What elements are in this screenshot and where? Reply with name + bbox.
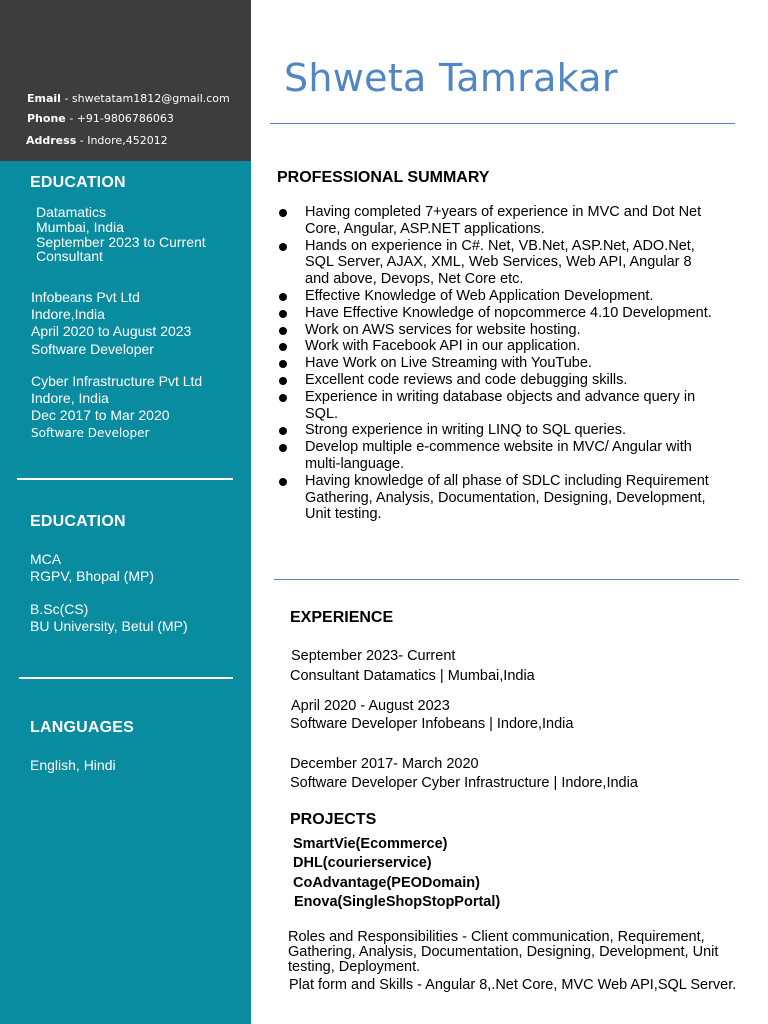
summary-item: Work with Facebook API in our application. xyxy=(278,338,718,355)
experience-title: Software Developer Infobeans | Indore,India xyxy=(290,716,574,732)
summary-item: Effective Knowledge of Web Application Development. xyxy=(278,288,718,305)
sidebar-divider xyxy=(17,478,233,480)
summary-item: Have Effective Knowledge of nopcommerce 4.10 Development. xyxy=(278,305,718,322)
degree-name: MCA xyxy=(30,551,62,567)
degree-name: B.Sc(CS) xyxy=(30,601,89,617)
summary-divider xyxy=(274,579,739,580)
project-item: DHL(courierservice) xyxy=(293,855,432,871)
summary-item: Hands on experience in C#. Net, VB.Net, ASP.Net, ADO.Net, SQL Server, AJAX, XML, Web Services, Web API, Angular 8 and above, Devops, Net Core etc. xyxy=(278,238,718,288)
address-value: Indore,452012 xyxy=(87,134,168,147)
summary-item: Having completed 7+years of experience in MVC and Dot Net Core, Angular, ASP.NET applications. xyxy=(278,204,718,238)
summary-item: Work on AWS services for website hosting. xyxy=(278,322,718,339)
experience-dates: April 2020 - August 2023 xyxy=(291,698,450,714)
experience-dates: December 2017- March 2020 xyxy=(290,756,479,772)
roles-responsibilities: Roles and Responsibilities - Client communication, Requirement, Gathering, Analysis, Documentation, Designing, Development, Unit testing, Deployment. xyxy=(288,929,719,975)
contact-email: Email - shwetatam1812@gmail.com xyxy=(27,92,230,105)
contact-address: Address - Indore,452012 xyxy=(26,134,168,147)
degree-school: RGPV, Bhopal (MP) xyxy=(30,568,154,584)
job-location: Indore, India xyxy=(31,390,109,406)
job-dates: April 2020 to August 2023 xyxy=(31,323,192,339)
platform-skills: Plat form and Skills - Angular 8,.Net Core, MVC Web API,SQL Server. xyxy=(289,977,737,993)
candidate-name: Shweta Tamrakar xyxy=(284,56,618,100)
email-value: shwetatam1812@gmail.com xyxy=(71,92,230,105)
experience-title: Software Developer Cyber Infrastructure | Indore,India xyxy=(290,775,638,791)
project-item: CoAdvantage(PEODomain) xyxy=(293,875,480,891)
languages-list: English, Hindi xyxy=(30,757,116,773)
email-label: Email xyxy=(27,92,61,105)
summary-list xyxy=(278,204,718,523)
summary-item: Experience in writing database objects and advance query in SQL. xyxy=(278,389,718,423)
job-role: Software Developer xyxy=(31,426,150,440)
job-company: Datamatics xyxy=(36,204,107,220)
job-dates: Dec 2017 to Mar 2020 xyxy=(31,407,170,423)
phone-label: Phone xyxy=(27,112,66,125)
summary-item: Develop multiple e-commence website in MVC/ Angular with multi-language. xyxy=(278,439,718,473)
job-dates: September 2023 to Current xyxy=(36,234,206,250)
experience-dates: September 2023- Current xyxy=(291,648,456,664)
job-role: Consultant xyxy=(36,248,103,264)
summary-item: Excellent code reviews and code debugging skills. xyxy=(278,372,718,389)
summary-item: Strong experience in writing LINQ to SQL queries. xyxy=(278,422,718,439)
project-item: Enova(SingleShopStopPortal) xyxy=(294,894,501,910)
summary-heading: PROFESSIONAL SUMMARY xyxy=(277,169,490,186)
phone-value: +91-9806786063 xyxy=(76,112,174,125)
job-role: Software Developer xyxy=(31,341,154,357)
summary-item: Having knowledge of all phase of SDLC including Requirement Gathering, Analysis, Documentation, Designing, Development, Unit testing. xyxy=(278,473,718,523)
education-heading: EDUCATION xyxy=(30,513,126,530)
job-company: Cyber Infrastructure Pvt Ltd xyxy=(31,373,203,389)
experience-heading: EXPERIENCE xyxy=(290,609,394,626)
project-item: SmartVie(Ecommerce) xyxy=(293,836,448,852)
work-history-heading: EDUCATION xyxy=(30,174,126,191)
sidebar-divider xyxy=(19,677,233,679)
job-company: Infobeans Pvt Ltd xyxy=(31,289,140,305)
degree-school: BU University, Betul (MP) xyxy=(30,618,188,634)
name-divider xyxy=(270,123,735,124)
projects-heading: PROJECTS xyxy=(290,811,377,828)
contact-phone: Phone - +91-9806786063 xyxy=(27,112,174,125)
job-location: Mumbai, India xyxy=(36,219,124,235)
address-label: Address xyxy=(26,134,77,147)
summary-item: Have Work on Live Streaming with YouTube. xyxy=(278,355,718,372)
job-location: Indore,India xyxy=(31,306,105,322)
languages-heading: LANGUAGES xyxy=(30,719,135,736)
experience-title: Consultant Datamatics | Mumbai,India xyxy=(290,668,535,684)
